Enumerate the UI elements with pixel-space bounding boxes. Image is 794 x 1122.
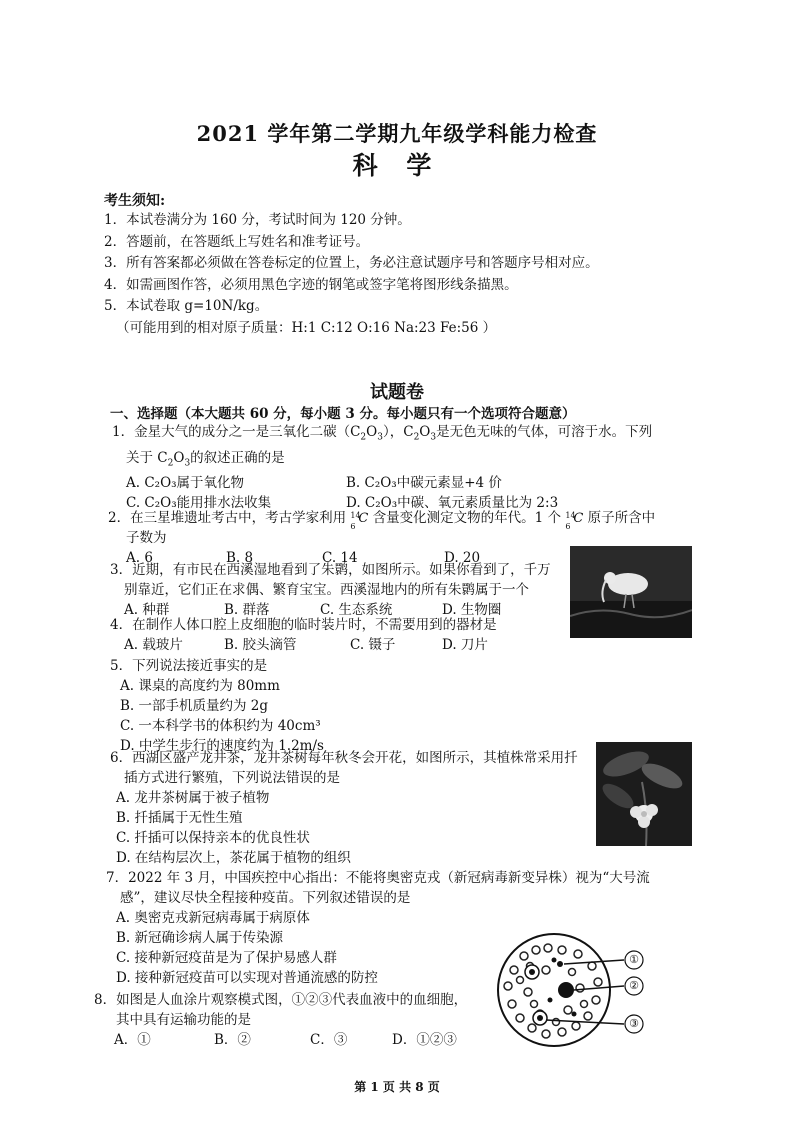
q6-option-b: B. 扦插属于无性生殖 — [116, 810, 243, 826]
page-footer: 第 1 页 共 8 页 — [354, 1080, 440, 1094]
tea-flower-photo — [596, 742, 692, 846]
blood-smear-diagram — [484, 930, 684, 1050]
q2-stem-line1: 2．在三星堆遗址考古中，考古学家利用 14 6 C 含量变化测定文物的年代。1 个 14 6 C 原子所含中 — [108, 510, 656, 531]
q6-stem-line2: 插方式进行繁殖，下列说法错误的是 — [124, 770, 340, 786]
label-3: ③ — [629, 1017, 639, 1030]
q4-options — [124, 635, 580, 655]
notice-item: 2．答题前，在答题纸上写姓名和准考证号。 — [104, 233, 370, 250]
notice-item: 1．本试卷满分为 160 分，考试时间为 120 分钟。 — [104, 212, 411, 228]
q1-stem-line2: 关于 $C_2O_3$的叙述正确的是 — [126, 449, 285, 469]
paper-title: 试题卷 — [370, 382, 424, 403]
q8-option-a: A．① — [114, 1032, 151, 1048]
q8-options — [114, 1030, 494, 1050]
question-8 — [94, 990, 494, 1050]
q4-option-d: D. 刀片 — [442, 637, 488, 653]
q6-stem-line1: 6．西湖区盛产龙井茶，龙井茶树每年秋冬会开花，如图所示，其植株常采用扦 — [110, 750, 578, 766]
q7-option-d: D. 接种新冠疫苗可以实现对普通流感的防控 — [116, 970, 378, 986]
q1-option-a: A. C₂O₃属于氧化物 — [126, 475, 245, 492]
carbon-14-symbol: 14 6 C — [350, 510, 369, 531]
q1-stem-line1: 1．金星大气的成分之一是三氧化二碳$(C_2O_3)$，$C_2O_3$是无色无味的气体，可溶于水。下列 — [112, 424, 653, 443]
q8-option-d: D．①②③ — [392, 1032, 457, 1048]
q2-option-a: A. 6 — [126, 550, 153, 566]
q3-option-d: D. 生物圈 — [442, 602, 502, 618]
q5-option-b: B. 一部手机质量约为 2g — [120, 698, 269, 714]
q1-option-c: C. C₂O₃能用排水法收集 — [126, 495, 272, 512]
q2-option-d: D. 20 — [444, 550, 481, 566]
q4-option-b: B. 胶头滴管 — [224, 637, 297, 653]
question-4 — [110, 615, 580, 655]
notice-item: 4．如需画图作答，必须用黑色字迹的钢笔或签字笔将图形线条描黑。 — [104, 276, 518, 293]
q6-option-d: D. 在结构层次上，茶花属于植物的组织 — [116, 850, 351, 866]
q5-stem: 5．下列说法接近事实的是 — [110, 658, 268, 674]
ibis-photo — [570, 546, 692, 638]
atomic-mass-note: （可能用到的相对原子质量：H:1 C:12 O:16 Na:23 Fe:56 ） — [116, 319, 497, 336]
notice-item: 3．所有答案都必须做在答卷标定的位置上，务必注意试题序号和答题序号相对应。 — [104, 255, 599, 271]
q7-option-c: C. 接种新冠疫苗是为了保护易感人群 — [116, 950, 337, 966]
subject-title: 科 学 — [352, 151, 442, 180]
exam-title: 2021 学年第二学期九年级学科能力检查 — [196, 121, 598, 146]
q3-option-c: C. 生态系统 — [320, 602, 393, 618]
q1-options-row1 — [126, 473, 692, 493]
q4-option-c: C. 镊子 — [350, 637, 396, 653]
q5-option-d: D. 中学生步行的速度约为 1.2m/s — [120, 738, 324, 754]
q3-option-a: A. 种群 — [124, 602, 170, 618]
carbon-14-symbol: 14 6 C — [565, 510, 584, 531]
label-2: ② — [629, 979, 639, 992]
q1-option-b: B. C₂O₃中碳元素显+4 价 — [346, 475, 502, 492]
question-6 — [110, 748, 610, 868]
question-3 — [110, 560, 580, 620]
q6-option-c: C. 扦插可以保持亲本的优良性状 — [116, 830, 310, 846]
q8-option-b: B．② — [214, 1032, 251, 1048]
q2-option-b: B. 8 — [226, 550, 254, 566]
blood-smear-svg — [484, 930, 684, 1050]
label-1: ① — [629, 953, 639, 966]
q7-option-a: A. 奥密克戎新冠病毒属于病原体 — [116, 910, 310, 926]
q7-stem-line2: 感”，建议尽快全程接种疫苗。下列叙述错误的是 — [120, 890, 411, 906]
q8-option-c: C．③ — [310, 1032, 348, 1048]
q5-option-a: A. 课桌的高度约为 80mm — [120, 678, 280, 694]
q6-option-a: A. 龙井茶树属于被子植物 — [116, 790, 270, 806]
notice-list — [104, 210, 599, 339]
q7-stem-line1: 7．2022 年 3 月，中国疾控中心指出：不能将奥密克戎（新冠病毒新变异株）视为“大号流 — [106, 870, 650, 886]
q2-option-c: C. 14 — [322, 550, 358, 566]
q3-stem-line2: 别靠近，它们正在求偶、繁育宝宝。西溪湿地内的所有朱鹮属于一个 — [124, 582, 529, 598]
question-1 — [112, 422, 692, 513]
q1-option-d: D. C₂O₃中碳、氧元素质量比为 2:3 — [346, 495, 559, 512]
q5-option-c: C. 一本科学书的体积约为 40cm³ — [120, 718, 321, 734]
section-title: 一、选择题（本大题共 60 分，每小题 3 分。每小题只有一个选项符合题意） — [110, 406, 576, 422]
q8-stem-line2: 其中具有运输功能的是 — [116, 1012, 251, 1028]
notice-heading: 考生须知: — [104, 193, 166, 209]
q4-stem: 4．在制作人体口腔上皮细胞的临时装片时，不需要用到的器材是 — [110, 617, 497, 633]
q3-option-b: B. 群落 — [224, 602, 270, 618]
q4-option-a: A. 载玻片 — [124, 637, 183, 653]
q3-stem-line1: 3．近期，有市民在西溪湿地看到了朱鹮，如图所示。如果你看到了，千万 — [110, 562, 551, 578]
notice-item: 5．本试卷取 g=10N/kg。 — [104, 298, 269, 314]
q2-stem-line2: 子数为 — [126, 530, 167, 546]
q7-option-b: B. 新冠确诊病人属于传染源 — [116, 930, 284, 946]
question-5 — [110, 656, 580, 756]
q8-stem-line1: 8．如图是人血涂片观察模式图，①②③代表血液中的血细胞， — [94, 992, 468, 1008]
